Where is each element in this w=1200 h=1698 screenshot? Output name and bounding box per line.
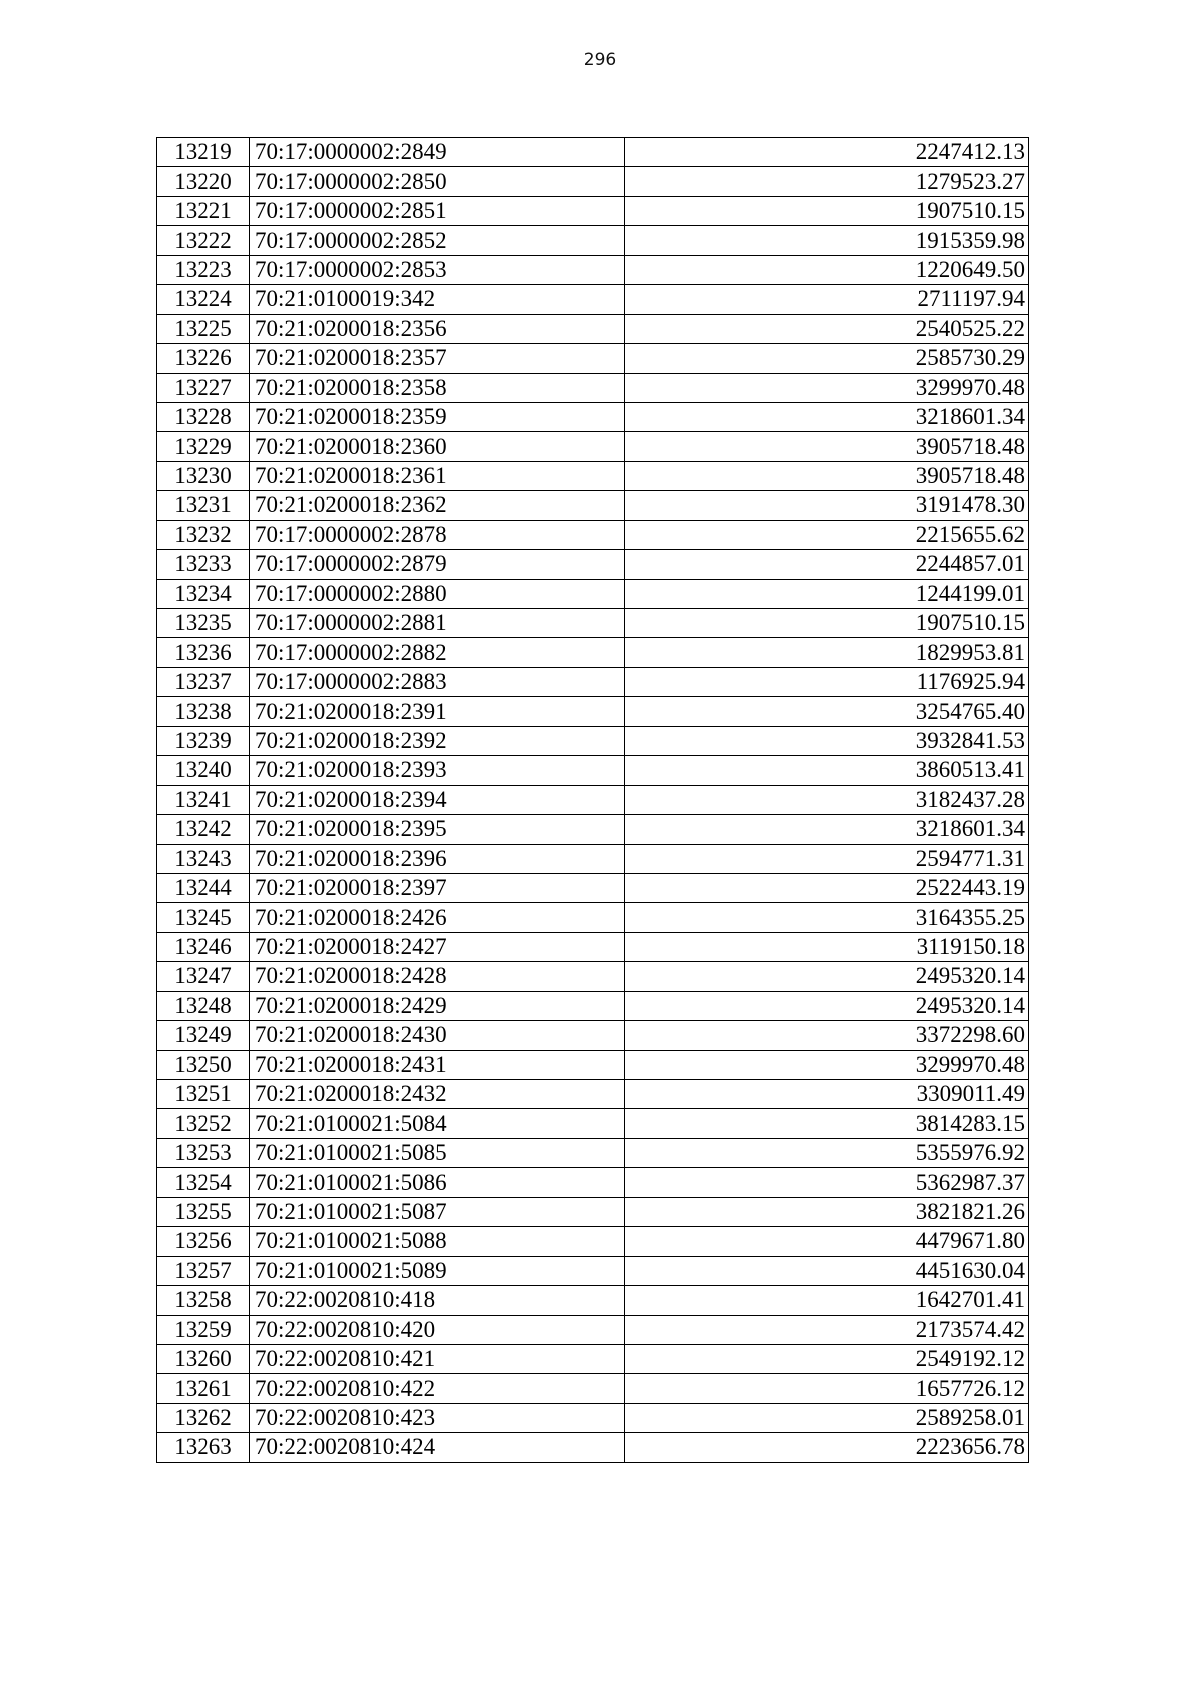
value-cell: 2495320.14 xyxy=(625,962,1029,991)
table-row xyxy=(157,815,1029,844)
row-number-cell: 13223 xyxy=(157,255,250,284)
value-cell: 2215655.62 xyxy=(625,520,1029,549)
table-row xyxy=(157,1080,1029,1109)
value-cell: 3299970.48 xyxy=(625,1050,1029,1079)
value-cell: 1907510.15 xyxy=(625,609,1029,638)
table-row xyxy=(157,1227,1029,1256)
row-number-cell: 13254 xyxy=(157,1168,250,1197)
row-number-cell: 13226 xyxy=(157,344,250,373)
cadastral-number-cell: 70:21:0200018:2362 xyxy=(250,491,625,520)
table-row xyxy=(157,1315,1029,1344)
cadastral-number-cell: 70:21:0200018:2397 xyxy=(250,873,625,902)
row-number-cell: 13251 xyxy=(157,1080,250,1109)
cadastral-number-cell: 70:21:0200018:2396 xyxy=(250,844,625,873)
row-number-cell: 13239 xyxy=(157,726,250,755)
cadastral-number-cell: 70:17:0000002:2881 xyxy=(250,609,625,638)
cadastral-number-cell: 70:21:0200018:2392 xyxy=(250,726,625,755)
cadastral-number-cell: 70:21:0100021:5084 xyxy=(250,1109,625,1138)
cadastral-number-cell: 70:21:0200018:2432 xyxy=(250,1080,625,1109)
cadastral-number-cell: 70:17:0000002:2853 xyxy=(250,255,625,284)
value-cell: 3309011.49 xyxy=(625,1080,1029,1109)
value-cell: 5355976.92 xyxy=(625,1138,1029,1167)
cadastral-number-cell: 70:21:0200018:2430 xyxy=(250,1021,625,1050)
cadastral-number-cell: 70:22:0020810:424 xyxy=(250,1433,625,1462)
row-number-cell: 13252 xyxy=(157,1109,250,1138)
cadastral-number-cell: 70:21:0200018:2358 xyxy=(250,373,625,402)
cadastral-number-cell: 70:21:0100021:5085 xyxy=(250,1138,625,1167)
table-row xyxy=(157,520,1029,549)
row-number-cell: 13255 xyxy=(157,1197,250,1226)
table-row xyxy=(157,697,1029,726)
value-cell: 2495320.14 xyxy=(625,991,1029,1020)
row-number-cell: 13245 xyxy=(157,903,250,932)
value-cell: 3191478.30 xyxy=(625,491,1029,520)
value-cell: 3254765.40 xyxy=(625,697,1029,726)
cadastral-number-cell: 70:21:0100019:342 xyxy=(250,285,625,314)
cadastral-number-cell: 70:21:0200018:2394 xyxy=(250,785,625,814)
cadastral-number-cell: 70:21:0200018:2393 xyxy=(250,756,625,785)
table-row xyxy=(157,638,1029,667)
cadastral-number-cell: 70:17:0000002:2879 xyxy=(250,550,625,579)
row-number-cell: 13222 xyxy=(157,226,250,255)
cadastral-number-cell: 70:22:0020810:423 xyxy=(250,1403,625,1432)
row-number-cell: 13221 xyxy=(157,196,250,225)
table-row xyxy=(157,314,1029,343)
row-number-cell: 13231 xyxy=(157,491,250,520)
table-row xyxy=(157,1050,1029,1079)
cadastral-number-cell: 70:22:0020810:418 xyxy=(250,1286,625,1315)
row-number-cell: 13236 xyxy=(157,638,250,667)
table-row xyxy=(157,903,1029,932)
table-row xyxy=(157,991,1029,1020)
table-row xyxy=(157,138,1029,167)
value-cell: 3932841.53 xyxy=(625,726,1029,755)
table-row xyxy=(157,167,1029,196)
cadastral-number-cell: 70:17:0000002:2852 xyxy=(250,226,625,255)
value-cell: 3372298.60 xyxy=(625,1021,1029,1050)
row-number-cell: 13235 xyxy=(157,609,250,638)
table-row xyxy=(157,756,1029,785)
row-number-cell: 13258 xyxy=(157,1286,250,1315)
table-row xyxy=(157,873,1029,902)
cadastral-value-table xyxy=(156,137,1029,1463)
row-number-cell: 13248 xyxy=(157,991,250,1020)
value-cell: 2549192.12 xyxy=(625,1344,1029,1373)
cadastral-number-cell: 70:21:0200018:2426 xyxy=(250,903,625,932)
table-row xyxy=(157,579,1029,608)
table-row xyxy=(157,461,1029,490)
value-cell: 4451630.04 xyxy=(625,1256,1029,1285)
cadastral-number-cell: 70:17:0000002:2851 xyxy=(250,196,625,225)
value-cell: 5362987.37 xyxy=(625,1168,1029,1197)
row-number-cell: 13234 xyxy=(157,579,250,608)
table-row xyxy=(157,1197,1029,1226)
row-number-cell: 13220 xyxy=(157,167,250,196)
value-cell: 2589258.01 xyxy=(625,1403,1029,1432)
value-cell: 1642701.41 xyxy=(625,1286,1029,1315)
table-row xyxy=(157,1374,1029,1403)
cadastral-number-cell: 70:21:0200018:2395 xyxy=(250,815,625,844)
cadastral-number-cell: 70:17:0000002:2883 xyxy=(250,667,625,696)
table-row xyxy=(157,550,1029,579)
row-number-cell: 13229 xyxy=(157,432,250,461)
value-cell: 3119150.18 xyxy=(625,932,1029,961)
cadastral-number-cell: 70:21:0100021:5086 xyxy=(250,1168,625,1197)
table-row xyxy=(157,285,1029,314)
cadastral-number-cell: 70:21:0200018:2391 xyxy=(250,697,625,726)
value-cell: 2247412.13 xyxy=(625,138,1029,167)
value-cell: 3821821.26 xyxy=(625,1197,1029,1226)
row-number-cell: 13237 xyxy=(157,667,250,696)
table-row xyxy=(157,1138,1029,1167)
table-row xyxy=(157,402,1029,431)
value-cell: 3164355.25 xyxy=(625,903,1029,932)
cadastral-number-cell: 70:22:0020810:421 xyxy=(250,1344,625,1373)
table-row xyxy=(157,432,1029,461)
table-row xyxy=(157,726,1029,755)
value-cell: 3218601.34 xyxy=(625,402,1029,431)
cadastral-number-cell: 70:21:0200018:2361 xyxy=(250,461,625,490)
table-row xyxy=(157,226,1029,255)
row-number-cell: 13228 xyxy=(157,402,250,431)
cadastral-number-cell: 70:17:0000002:2882 xyxy=(250,638,625,667)
row-number-cell: 13241 xyxy=(157,785,250,814)
value-cell: 1176925.94 xyxy=(625,667,1029,696)
value-cell: 3860513.41 xyxy=(625,756,1029,785)
table-row xyxy=(157,1286,1029,1315)
value-cell: 2223656.78 xyxy=(625,1433,1029,1462)
value-cell: 3905718.48 xyxy=(625,461,1029,490)
cadastral-number-cell: 70:22:0020810:420 xyxy=(250,1315,625,1344)
row-number-cell: 13232 xyxy=(157,520,250,549)
table-row xyxy=(157,785,1029,814)
cadastral-number-cell: 70:21:0200018:2429 xyxy=(250,991,625,1020)
value-cell: 2540525.22 xyxy=(625,314,1029,343)
row-number-cell: 13224 xyxy=(157,285,250,314)
row-number-cell: 13244 xyxy=(157,873,250,902)
table-row xyxy=(157,1021,1029,1050)
cadastral-number-cell: 70:21:0200018:2356 xyxy=(250,314,625,343)
table-row xyxy=(157,609,1029,638)
cadastral-number-cell: 70:21:0200018:2357 xyxy=(250,344,625,373)
table-row xyxy=(157,932,1029,961)
value-cell: 3299970.48 xyxy=(625,373,1029,402)
row-number-cell: 13263 xyxy=(157,1433,250,1462)
row-number-cell: 13262 xyxy=(157,1403,250,1432)
row-number-cell: 13225 xyxy=(157,314,250,343)
cadastral-number-cell: 70:17:0000002:2850 xyxy=(250,167,625,196)
row-number-cell: 13242 xyxy=(157,815,250,844)
cadastral-number-cell: 70:21:0100021:5088 xyxy=(250,1227,625,1256)
row-number-cell: 13247 xyxy=(157,962,250,991)
value-cell: 3182437.28 xyxy=(625,785,1029,814)
table-row xyxy=(157,491,1029,520)
row-number-cell: 13227 xyxy=(157,373,250,402)
value-cell: 1829953.81 xyxy=(625,638,1029,667)
value-cell: 2173574.42 xyxy=(625,1315,1029,1344)
value-cell: 1657726.12 xyxy=(625,1374,1029,1403)
row-number-cell: 13238 xyxy=(157,697,250,726)
cadastral-number-cell: 70:17:0000002:2880 xyxy=(250,579,625,608)
row-number-cell: 13240 xyxy=(157,756,250,785)
row-number-cell: 13259 xyxy=(157,1315,250,1344)
row-number-cell: 13257 xyxy=(157,1256,250,1285)
table-row xyxy=(157,1168,1029,1197)
cadastral-number-cell: 70:21:0200018:2360 xyxy=(250,432,625,461)
value-cell: 2711197.94 xyxy=(625,285,1029,314)
row-number-cell: 13260 xyxy=(157,1344,250,1373)
value-cell: 4479671.80 xyxy=(625,1227,1029,1256)
row-number-cell: 13253 xyxy=(157,1138,250,1167)
page-number: 296 xyxy=(583,50,617,70)
cadastral-number-cell: 70:21:0200018:2359 xyxy=(250,402,625,431)
value-cell: 1279523.27 xyxy=(625,167,1029,196)
table-row xyxy=(157,667,1029,696)
table-row xyxy=(157,344,1029,373)
cadastral-number-cell: 70:21:0200018:2427 xyxy=(250,932,625,961)
cadastral-number-cell: 70:21:0100021:5087 xyxy=(250,1197,625,1226)
row-number-cell: 13233 xyxy=(157,550,250,579)
value-cell: 2244857.01 xyxy=(625,550,1029,579)
table-row xyxy=(157,844,1029,873)
row-number-cell: 13219 xyxy=(157,138,250,167)
table-row xyxy=(157,1256,1029,1285)
value-cell: 2594771.31 xyxy=(625,844,1029,873)
value-cell: 2522443.19 xyxy=(625,873,1029,902)
row-number-cell: 13250 xyxy=(157,1050,250,1079)
row-number-cell: 13230 xyxy=(157,461,250,490)
row-number-cell: 13249 xyxy=(157,1021,250,1050)
value-cell: 1907510.15 xyxy=(625,196,1029,225)
table-row xyxy=(157,1109,1029,1138)
row-number-cell: 13256 xyxy=(157,1227,250,1256)
row-number-cell: 13261 xyxy=(157,1374,250,1403)
table-row xyxy=(157,1433,1029,1462)
row-number-cell: 13246 xyxy=(157,932,250,961)
table-row xyxy=(157,196,1029,225)
table-row xyxy=(157,962,1029,991)
value-cell: 2585730.29 xyxy=(625,344,1029,373)
value-cell: 3814283.15 xyxy=(625,1109,1029,1138)
value-cell: 3218601.34 xyxy=(625,815,1029,844)
table-row xyxy=(157,255,1029,284)
cadastral-number-cell: 70:17:0000002:2849 xyxy=(250,138,625,167)
table-body xyxy=(157,138,1029,1463)
cadastral-number-cell: 70:21:0200018:2428 xyxy=(250,962,625,991)
cadastral-number-cell: 70:21:0200018:2431 xyxy=(250,1050,625,1079)
value-cell: 3905718.48 xyxy=(625,432,1029,461)
cadastral-number-cell: 70:21:0100021:5089 xyxy=(250,1256,625,1285)
value-cell: 1915359.98 xyxy=(625,226,1029,255)
cadastral-number-cell: 70:17:0000002:2878 xyxy=(250,520,625,549)
row-number-cell: 13243 xyxy=(157,844,250,873)
cadastral-number-cell: 70:22:0020810:422 xyxy=(250,1374,625,1403)
table-row xyxy=(157,1403,1029,1432)
value-cell: 1244199.01 xyxy=(625,579,1029,608)
value-cell: 1220649.50 xyxy=(625,255,1029,284)
table-row xyxy=(157,1344,1029,1373)
table-row xyxy=(157,373,1029,402)
